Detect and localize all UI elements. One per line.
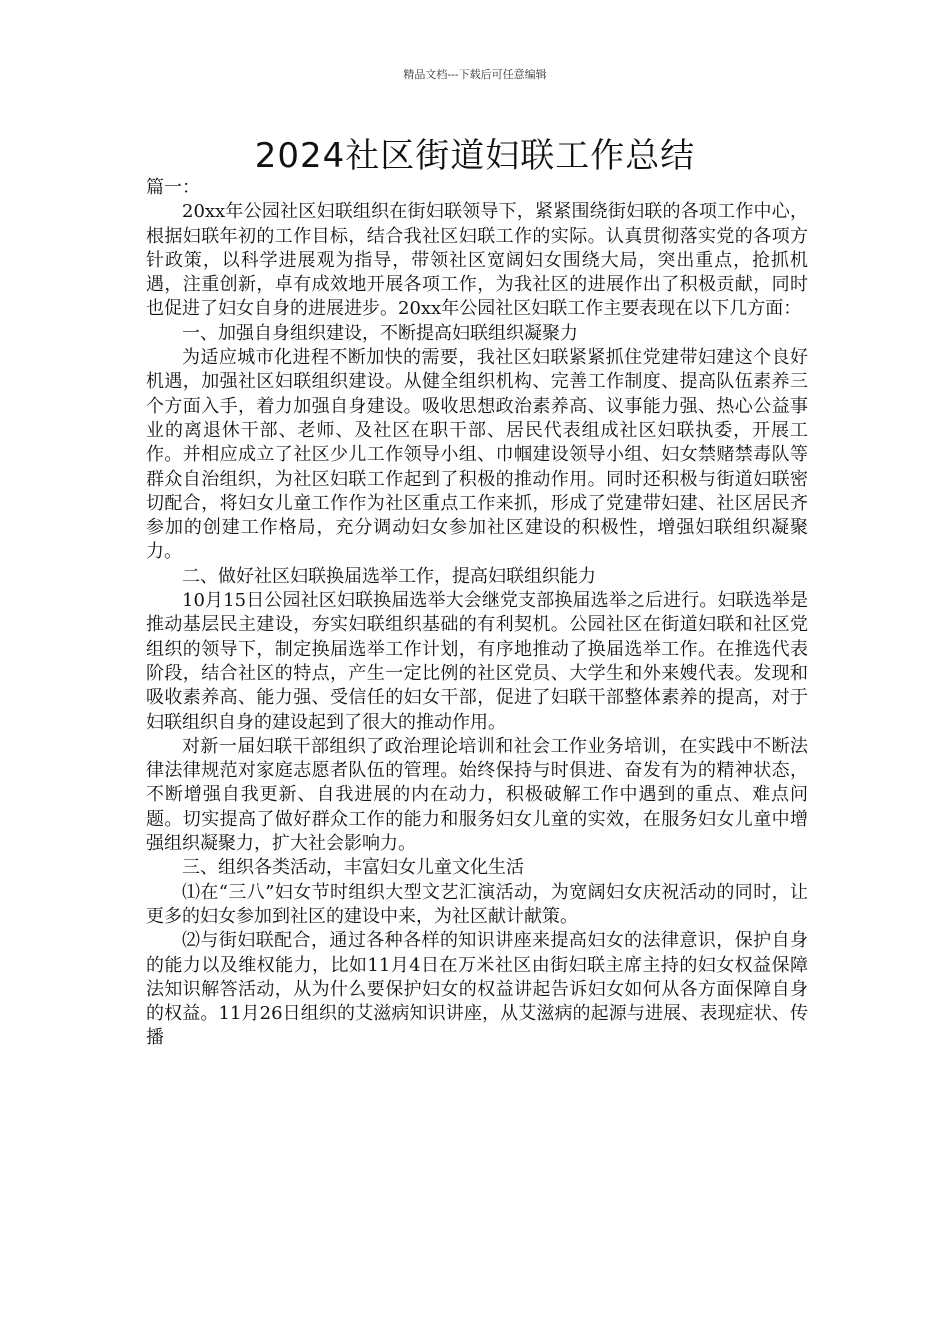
section-heading-1: 一、加强自身组织建设，不断提高妇联组织凝聚力: [182, 322, 578, 344]
paragraph-training: 对新一届妇联干部组织了政治理论培训和社会工作业务培训，在实践中不断法律法律规范对家庭志愿者队伍的管理。始终保持与时俱进、奋发有为的精神状态，不断增强自我更新、自我进展的内在动力，积极破解工作中遇到的重点、难点问题。切实提高了做好群众工作的能力和服务妇女儿童的实效，在服务妇女儿童中增强组织凝聚力，扩大社会影响力。: [146, 735, 808, 855]
document-title: 2024社区街道妇联工作总结: [254, 136, 696, 176]
paragraph-activity-2: ⑵与街妇联配合，通过各种各样的知识讲座来提高妇女的法律意识，保护自身的能力以及维权能力，比如11月4日在万米社区由街妇联主席主持的妇女权益保障法知识解答活动，从为什么要保护妇女的权益讲起告诉妇女如何从各方面保障自身的权益。11月26日组织的艾滋病知识讲座，从艾滋病的起源与进展、表现症状、传播: [146, 930, 808, 1049]
document-body: [146, 176, 808, 1051]
section-heading-3: 三、组织各类活动，丰富妇女儿童文化生活: [182, 857, 524, 879]
section-heading-2: 二、做好社区妇联换届选举工作，提高妇联组织能力: [182, 565, 596, 587]
page-header: 精品文档---下载后可任意编辑: [403, 68, 547, 81]
paragraph-election: 10月15日公园社区妇联换届选举大会继党支部换届选举之后进行。妇联选举是推动基层民主建设，夯实妇联组织基础的有利契机。公园社区在街道妇联和社区党组织的领导下，制定换届选举工作计划，有序地推动了换届选举工作。在推选代表阶段，结合社区的特点，产生一定比例的社区党员、大学生和外来嫂代表。发现和吸收素养高、能力强、受信任的妇女干部，促进了妇联干部整体素养的提高，对于妇联组织自身的建设起到了很大的推动作用。: [146, 590, 808, 733]
intro-paragraph: 20xx年公园社区妇联组织在街妇联领导下，紧紧围绕街妇联的各项工作中心，根据妇联年初的工作目标，结合我社区妇联工作的实际。认真贯彻落实党的各项方针政策，以科学进展观为指导，带领社区宽阔妇女围绕大局，突出重点，抢抓机遇，注重创新，卓有成效地开展各项工作，为我社区的进展作出了积极贡献，同时也促进了妇女自身的进展进步。20xx年公园社区妇联工作主要表现在以下几方面：: [146, 201, 808, 320]
paragraph-activity-1: ⑴在“三八”妇女节时组织大型文艺汇演活动，为宽阔妇女庆祝活动的同时，让更多的妇女参加到社区的建设中来，为社区献计献策。: [146, 881, 808, 927]
paragraph-section-1: 为适应城市化进程不断加快的需要，我社区妇联紧紧抓住党建带妇建这个良好机遇，加强社区妇联组织建设。从健全组织机构、完善工作制度、提高队伍素养三个方面入手，着力加强自身建设。吸收思想政治素养高、议事能力强、热心公益事业的离退休干部、老师、及社区在职干部、居民代表组成社区妇联执委，开展工作。并相应成立了社区少儿工作领导小组、巾帼建设领导小组、妇女禁赌禁毒队等群众自治组织，为社区妇联工作起到了积极的推动作用。同时还积极与街道妇联密切配合，将妇女儿童工作作为社区重点工作来抓，形成了党建带妇建、社区居民齐参加的创建工作格局，充分调动妇女参加社区建设的积极性，增强妇联组织凝聚力。: [146, 347, 808, 563]
section-label: 篇一：: [146, 177, 200, 198]
